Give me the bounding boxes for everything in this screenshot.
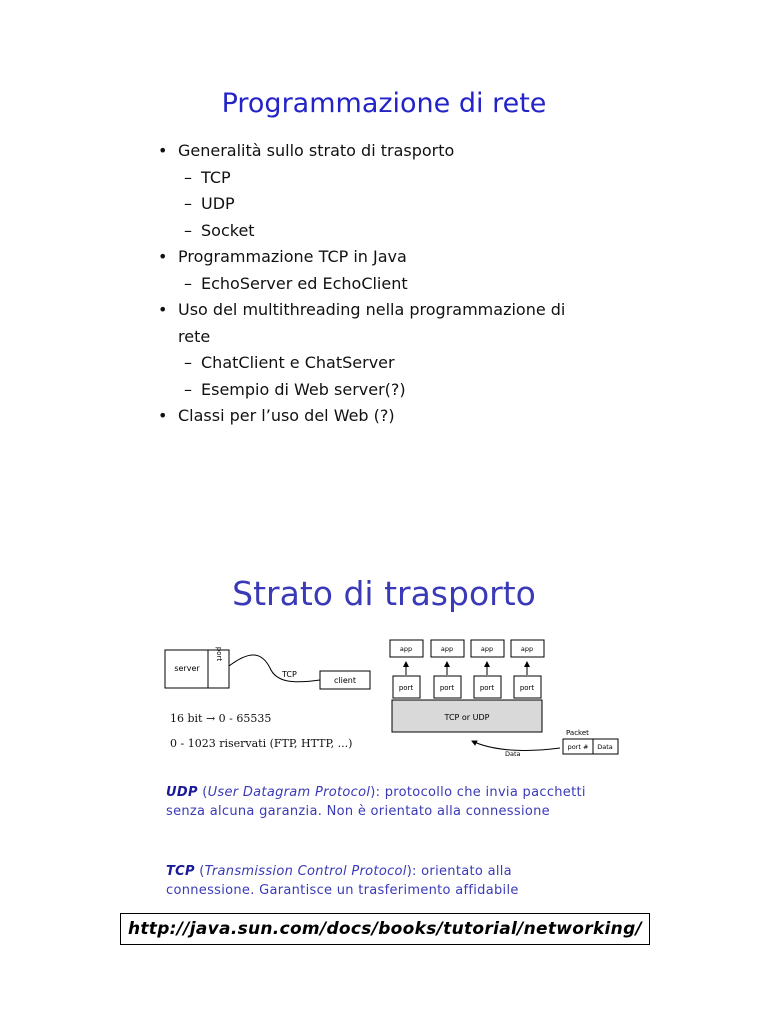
udp-abbr: UDP	[166, 785, 198, 800]
packet-data-field: Data	[597, 743, 613, 751]
udp-description	[166, 783, 586, 821]
server-label: server	[174, 664, 200, 673]
port-range: 16 bit → 0 - 65535	[170, 712, 272, 725]
tcp-description	[166, 862, 586, 900]
tcp-open: (	[194, 864, 205, 879]
packet-port-field: port #	[567, 743, 589, 751]
connection-line	[229, 655, 320, 682]
udp-text: ): protocollo che invia pacchetti senza alcuna garanzia. Non è orientato alla connessione	[166, 785, 586, 819]
tcp-fullname: Transmission Control Protocol	[204, 864, 407, 879]
transport-layer-label: TCP or UDP	[444, 713, 490, 722]
sub-bullet-item: – Socket	[156, 218, 598, 245]
sub-bullet-item: – ChatClient e ChatServer	[156, 350, 598, 377]
slide-title-programmazione: Programmazione di rete	[221, 88, 547, 119]
app-label: app	[440, 645, 454, 653]
slide-title-strato: Strato di trasporto	[232, 574, 536, 613]
reserved-ports: 0 - 1023 riservati (FTP, HTTP, ...)	[170, 737, 353, 750]
app-port-stack	[390, 640, 544, 732]
tcp-text: ): orientato alla connessione. Garantisce un trasferimento affidabile	[166, 864, 519, 898]
port-vertical-label: port	[215, 646, 223, 662]
port-label: port	[519, 684, 535, 692]
udp-fullname: User Datagram Protocol	[207, 785, 371, 800]
bullet-item: • Generalità sullo strato di trasporto	[156, 138, 598, 165]
bullet-text: • Uso del multithreading nella programmazione di rete	[178, 300, 566, 346]
port-label: port	[479, 684, 495, 692]
bullet-item: • Classi per l’uso del Web (?)	[156, 403, 598, 430]
data-label: Data	[505, 750, 521, 758]
tutorial-url[interactable]: http://java.sun.com/docs/books/tutorial/networking/	[120, 913, 650, 945]
server-box	[165, 647, 229, 688]
sub-bullet-item: – Esempio di Web server(?)	[156, 377, 598, 404]
client-label: client	[334, 676, 356, 685]
udp-open: (	[197, 785, 208, 800]
port-label: port	[439, 684, 455, 692]
app-label: app	[399, 645, 413, 653]
app-label: app	[520, 645, 534, 653]
tcp-abbr: TCP	[166, 864, 195, 879]
bullet-item: • Programmazione TCP in Java	[156, 244, 598, 271]
port-label: port	[398, 684, 414, 692]
app-label: app	[480, 645, 494, 653]
client-box	[320, 671, 370, 689]
link-label: TCP	[282, 670, 297, 679]
sub-bullet-item: – TCP	[156, 165, 598, 192]
sub-bullet-item: – UDP	[156, 191, 598, 218]
packet-heading: Packet	[566, 729, 589, 737]
packet	[472, 729, 618, 758]
sub-bullet-item: – EchoServer ed EchoClient	[156, 271, 598, 298]
